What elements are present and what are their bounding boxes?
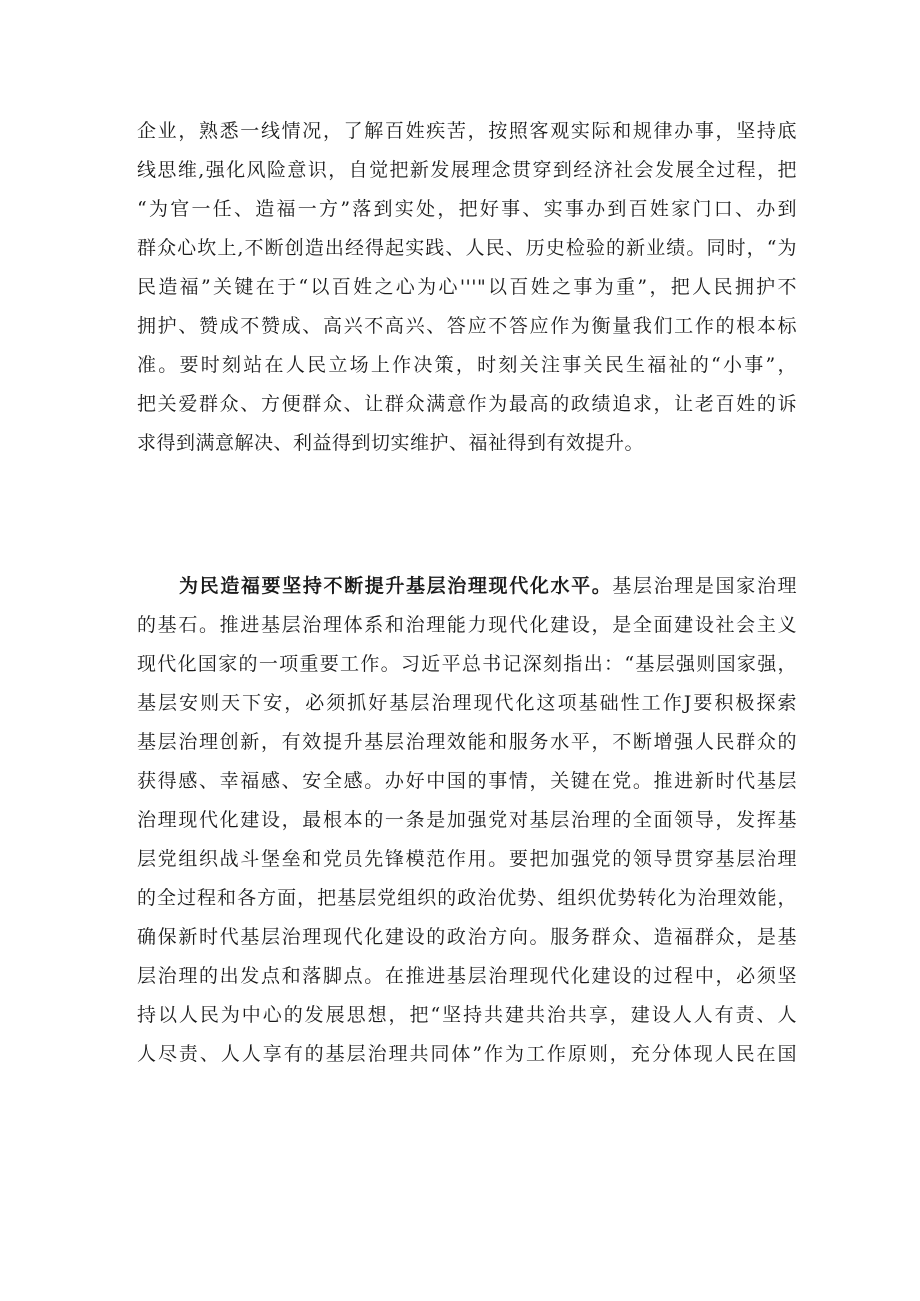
text-line: 线思维,强化风险意识，自觉把新发展理念贯穿到经济社会发展全过程，把	[137, 159, 797, 181]
heading-continuation: 基层治理是国家治理	[612, 575, 797, 597]
text-line: 群众心坎上,不断创造出经得起实践、人民、历史检验的新业绩。同时，“为	[137, 237, 797, 259]
text-line: 持以人民为中心的发展思想，把“坚持共建共治共享，建设人人有责、人	[137, 1004, 797, 1026]
text-line: 民造福”关键在于“以百姓之心为心'''"以百姓之事为重”，把人民拥护不	[137, 276, 797, 298]
text-line: 层党组织战斗堡垒和党员先锋模范作用。要把加强党的领导贯穿基层治理	[137, 848, 797, 870]
text-line: 把关爱群众、方便群众、让群众满意作为最高的政绩追求，让老百姓的诉	[137, 393, 797, 415]
text-line: 层治理的出发点和落脚点。在推进基层治理现代化建设的过程中，必须坚	[137, 965, 797, 987]
paragraph-first-line	[137, 567, 797, 606]
text-line: 现代化国家的一项重要工作。习近平总书记深刻指出：“基层强则国家强，	[137, 653, 797, 675]
text-line: 拥护、赞成不赞成、高兴不高兴、答应不答应作为衡量我们工作的根本标	[137, 315, 797, 337]
text-line: 企业，熟悉一线情况，了解百姓疾苦，按照客观实际和规律办事，坚持底	[137, 120, 797, 142]
text-line: 准。要时刻站在人民立场上作决策，时刻关注事关民生福祉的“小事”，	[137, 354, 797, 376]
text-line: 基层治理创新，有效提升基层治理效能和服务水平，不断增强人民群众的	[137, 731, 797, 753]
paragraph-1	[137, 112, 797, 463]
text-line: 获得感、幸福感、安全感。办好中国的事情，关键在党。推进新时代基层	[137, 770, 797, 792]
text-line: 的全过程和各方面，把基层党组织的政治优势、组织优势转化为治理效能，	[137, 887, 797, 909]
text-line: 人尽责、人人享有的基层治理共同体”作为工作原则，充分体现人民在国	[137, 1043, 797, 1065]
paragraph-2	[137, 567, 797, 1074]
text-line: “为官一任、造福一方”落到实处，把好事、实事办到百姓家门口、办到	[137, 198, 797, 220]
paragraph-heading: 为民造福要坚持不断提升基层治理现代化水平。	[179, 575, 613, 597]
text-line: 求得到满意解决、利益得到切实维护、福祉得到有效提升。	[137, 432, 645, 454]
text-line: 基层安则天下安，必须抓好基层治理现代化这项基础性工作J要积极探索	[137, 692, 797, 714]
text-line: 治理现代化建设，最根本的一条是加强党对基层治理的全面领导，发挥基	[137, 809, 797, 831]
text-line: 的基石。推进基层治理体系和治理能力现代化建设，是全面建设社会主义	[137, 614, 797, 636]
text-line: 确保新时代基层治理现代化建设的政治方向。服务群众、造福群众，是基	[137, 926, 797, 948]
